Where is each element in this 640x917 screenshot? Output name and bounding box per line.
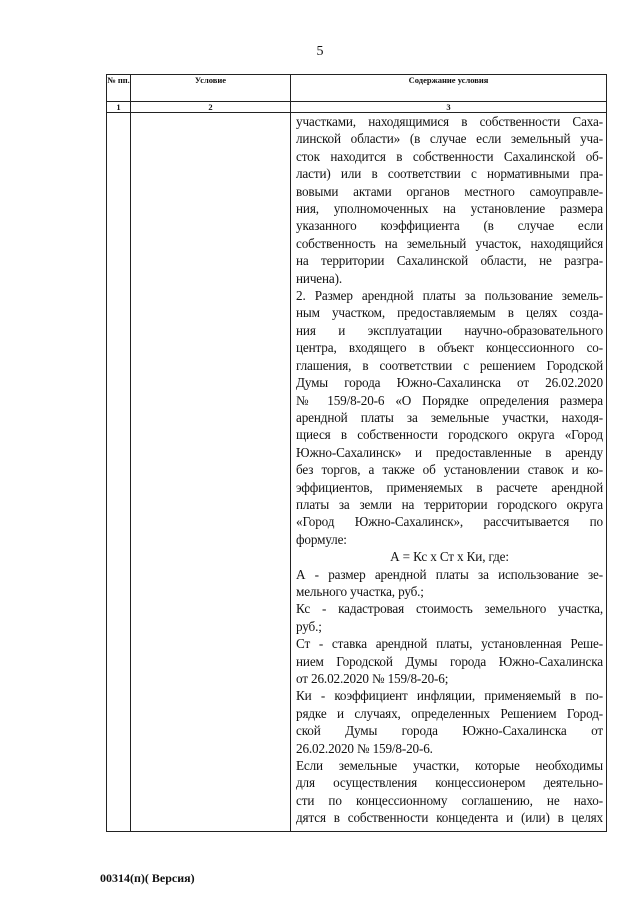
content-line: арендной платы за земельные участки, находя- — [296, 409, 603, 425]
content-line: 26.02.2020 № 159/8-20-6. — [296, 740, 433, 756]
content-line: сток находится в собственности Сахалинской об- — [296, 148, 603, 164]
column-number-1: 1 — [107, 102, 131, 113]
column-number-2: 2 — [131, 102, 291, 113]
header-number: № пп. — [107, 75, 131, 102]
content-line: линской области» (в случае если земельный уча- — [296, 131, 603, 147]
content-line: 2. Размер арендной платы за пользование земель- — [296, 288, 603, 304]
column-number-3: 3 — [291, 102, 607, 113]
content-line: без торгов, а также об установлении ставок и ко- — [296, 462, 603, 478]
content-line: сти по концессионному соглашению, не нахо- — [296, 792, 603, 808]
header-condition: Условие — [131, 75, 291, 102]
content-line: ния, уполномоченных на установление размера — [296, 201, 603, 217]
content-line: центра, входящего в объект концессионного со- — [296, 340, 603, 356]
content-line: нием Городской Думы города Южно-Сахалинска — [296, 653, 603, 669]
table-header-row — [107, 75, 607, 102]
content-line: для осуществления концессионером деятельно- — [296, 775, 603, 791]
content-line: А = Кс х Ст х Ки, где: — [390, 549, 509, 565]
content-line: собственность на земельный участок, находящийся — [296, 235, 603, 251]
document-footer: 00314(п)( Версия) — [100, 871, 195, 885]
content-line: рядке и случаях, определенных Решением Город- — [296, 705, 603, 721]
content-line: глашения, в соответствии с решением Городской — [296, 357, 603, 373]
content-line: руб.; — [296, 618, 322, 634]
content-line: вовыми актами органов местного самоуправле- — [296, 183, 603, 199]
content-line: Думы города Южно-Сахалинска от 26.02.2020 — [296, 375, 603, 391]
condition-content — [291, 113, 606, 827]
content-line: эффициентов, применяемых в расчете арендной — [296, 479, 603, 495]
page-number: 5 — [316, 44, 324, 59]
content-line: Ст - ставка арендной платы, установленная Реше- — [296, 636, 603, 652]
content-line: формуле: — [296, 531, 347, 547]
content-line: Ки - коэффициент инфляции, применяемый в по- — [296, 688, 603, 704]
content-line: № 159/8-20-6 «О Порядке определения размера — [296, 392, 603, 408]
conditions-table — [106, 74, 607, 832]
column-number-row — [107, 102, 607, 113]
content-line: щиеся в собственности городского округа «Город — [296, 427, 603, 443]
content-line: платы за земли на территории городского округа — [296, 496, 603, 512]
content-line: ской Думы города Южно-Сахалинска от — [296, 723, 603, 739]
content-line: на территории Сахалинской области, не разгра- — [296, 253, 603, 269]
header-content: Содержание условия — [291, 75, 607, 102]
content-line: дятся в собственности концедента и (или) в целях — [296, 810, 603, 826]
content-line: ния и эксплуатации научно-образовательного — [296, 322, 603, 338]
row-condition-cell — [131, 113, 291, 832]
content-line: Кс - кадастровая стоимость земельного участка, — [296, 601, 603, 617]
content-line: ным участком, предоставляемым в целях созда- — [296, 305, 603, 321]
content-line: ласти) или в соответствии с нормативными пра- — [296, 166, 603, 182]
content-line: участками, находящимися в собственности Саха- — [296, 114, 603, 129]
table-row — [107, 113, 607, 832]
row-content-cell — [291, 113, 607, 832]
content-line: ничена). — [296, 270, 342, 286]
content-line: мельного участка, руб.; — [296, 583, 424, 599]
content-line: «Город Южно-Сахалинск», рассчитывается по — [296, 514, 603, 530]
content-line: А - размер арендной платы за использование зе- — [296, 566, 603, 582]
content-line: указанного коэффициента (в случае если — [296, 218, 603, 234]
content-line: от 26.02.2020 № 159/8-20-6; — [296, 671, 449, 686]
row-number-cell — [107, 113, 131, 832]
content-line: Южно-Сахалинск» и предоставленные в аренду — [296, 444, 603, 460]
content-line: Если земельные участки, которые необходимы — [296, 758, 603, 774]
